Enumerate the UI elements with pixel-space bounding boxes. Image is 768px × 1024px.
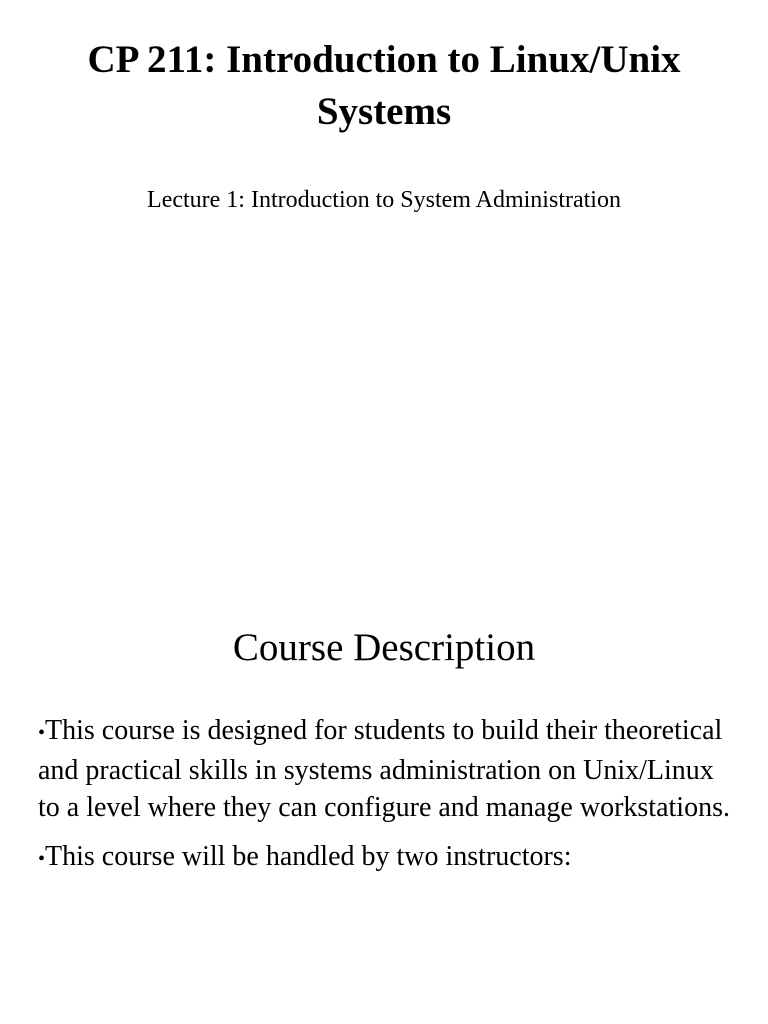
lecture-subtitle: Lecture 1: Introduction to System Administration: [147, 187, 621, 213]
bullet-item: [38, 712, 738, 826]
bullet-item: [38, 838, 738, 878]
course-title: CP 211: Introduction to Linux/Unix Systems: [87, 38, 681, 133]
course-description-slide: [0, 512, 768, 1024]
bullet-text: This course will be handled by two instructors:: [45, 841, 572, 872]
bullet-icon: •: [38, 848, 46, 870]
bullet-list: [38, 712, 738, 890]
slide-heading: Course Description: [232, 626, 536, 669]
bullet-icon: •: [38, 722, 46, 744]
bullet-text: This course is designed for students to build their theoretical and practical skills in systems administration on Unix/Linux to a level where they can configure and manage workstations.: [38, 715, 730, 823]
